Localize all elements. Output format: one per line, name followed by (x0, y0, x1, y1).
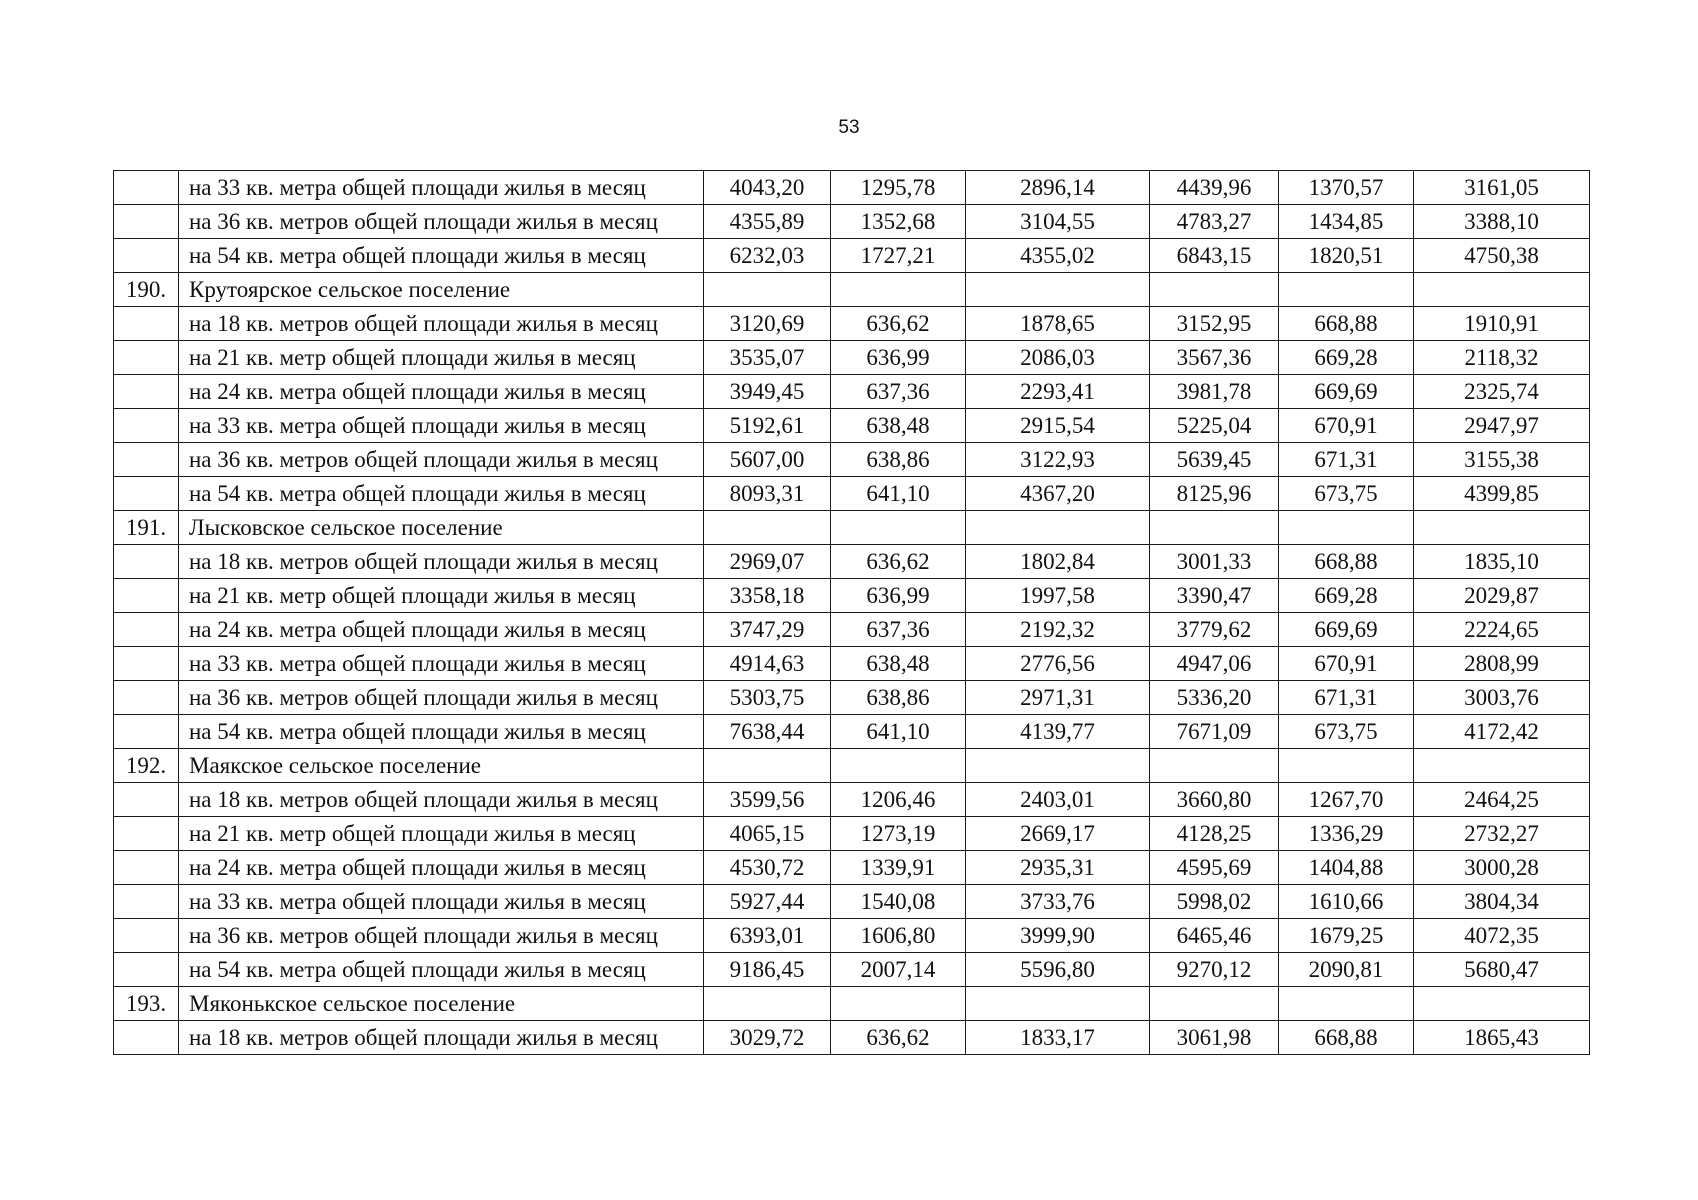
row-number-cell (114, 171, 179, 205)
value-cell-3: 1997,58 (966, 579, 1150, 613)
value-cell-5: 671,31 (1279, 443, 1414, 477)
description-cell: на 36 кв. метров общей площади жилья в месяц (179, 205, 704, 239)
row-number-cell (114, 613, 179, 647)
row-number-cell: 191. (114, 511, 179, 545)
row-number-cell (114, 409, 179, 443)
value-cell-1: 5192,61 (704, 409, 831, 443)
value-cell-5: 669,69 (1279, 375, 1414, 409)
value-cell-6: 3804,34 (1414, 885, 1590, 919)
value-cell-4: 3152,95 (1150, 307, 1279, 341)
value-cell-5: 669,28 (1279, 341, 1414, 375)
value-cell-5: 1267,70 (1279, 783, 1414, 817)
row-number-cell: 192. (114, 749, 179, 783)
table-row (114, 715, 1590, 749)
row-number-cell: 193. (114, 987, 179, 1021)
value-cell-5: 668,88 (1279, 307, 1414, 341)
table-row (114, 443, 1590, 477)
value-cell-5: 1434,85 (1279, 205, 1414, 239)
table-row (114, 851, 1590, 885)
row-number-cell (114, 341, 179, 375)
value-cell-5: 1820,51 (1279, 239, 1414, 273)
value-cell-4: 7671,09 (1150, 715, 1279, 749)
settlement-name-cell: Крутоярское сельское поселение (179, 273, 704, 307)
value-cell-2: 637,36 (831, 375, 966, 409)
value-cell-3: 2935,31 (966, 851, 1150, 885)
value-cell-1: 3120,69 (704, 307, 831, 341)
row-number-cell (114, 375, 179, 409)
value-cell-5: 1610,66 (1279, 885, 1414, 919)
value-cell-4: 3001,33 (1150, 545, 1279, 579)
value-cell-1 (704, 749, 831, 783)
description-cell: на 21 кв. метр общей площади жилья в месяц (179, 341, 704, 375)
value-cell-1: 5927,44 (704, 885, 831, 919)
value-cell-4: 5639,45 (1150, 443, 1279, 477)
value-cell-4 (1150, 749, 1279, 783)
description-cell: на 24 кв. метра общей площади жилья в месяц (179, 375, 704, 409)
value-cell-3 (966, 749, 1150, 783)
value-cell-1 (704, 511, 831, 545)
value-cell-5: 1370,57 (1279, 171, 1414, 205)
settlement-name-cell: Лысковское сельское поселение (179, 511, 704, 545)
value-cell-4: 4439,96 (1150, 171, 1279, 205)
value-cell-5: 2090,81 (1279, 953, 1414, 987)
value-cell-6: 4072,35 (1414, 919, 1590, 953)
table-row (114, 341, 1590, 375)
value-cell-4: 4128,25 (1150, 817, 1279, 851)
value-cell-4: 8125,96 (1150, 477, 1279, 511)
value-cell-4 (1150, 273, 1279, 307)
value-cell-5: 1404,88 (1279, 851, 1414, 885)
value-cell-6: 2808,99 (1414, 647, 1590, 681)
row-number-cell (114, 715, 179, 749)
value-cell-3: 3122,93 (966, 443, 1150, 477)
description-cell: на 18 кв. метров общей площади жилья в месяц (179, 783, 704, 817)
value-cell-4: 3567,36 (1150, 341, 1279, 375)
description-cell: на 33 кв. метра общей площади жилья в месяц (179, 885, 704, 919)
table-row (114, 239, 1590, 273)
value-cell-2: 641,10 (831, 477, 966, 511)
value-cell-6: 3000,28 (1414, 851, 1590, 885)
value-cell-2: 641,10 (831, 715, 966, 749)
value-cell-3: 1878,65 (966, 307, 1150, 341)
description-cell: на 54 кв. метра общей площади жилья в месяц (179, 715, 704, 749)
value-cell-3 (966, 273, 1150, 307)
value-cell-4: 6465,46 (1150, 919, 1279, 953)
value-cell-2: 1295,78 (831, 171, 966, 205)
value-cell-5: 670,91 (1279, 647, 1414, 681)
description-cell: на 33 кв. метра общей площади жилья в месяц (179, 171, 704, 205)
value-cell-2: 1727,21 (831, 239, 966, 273)
value-cell-1: 3029,72 (704, 1021, 831, 1055)
value-cell-6: 4750,38 (1414, 239, 1590, 273)
value-cell-3: 2293,41 (966, 375, 1150, 409)
value-cell-2: 638,86 (831, 681, 966, 715)
value-cell-6: 2732,27 (1414, 817, 1590, 851)
description-cell: на 18 кв. метров общей площади жилья в месяц (179, 1021, 704, 1055)
table-row (114, 205, 1590, 239)
value-cell-3: 4139,77 (966, 715, 1150, 749)
value-cell-1: 4065,15 (704, 817, 831, 851)
value-cell-2 (831, 273, 966, 307)
description-cell: на 36 кв. метров общей площади жилья в месяц (179, 681, 704, 715)
value-cell-3: 4355,02 (966, 239, 1150, 273)
value-cell-1: 3747,29 (704, 613, 831, 647)
row-number-cell (114, 919, 179, 953)
table-row (114, 307, 1590, 341)
value-cell-2 (831, 511, 966, 545)
value-cell-6: 4399,85 (1414, 477, 1590, 511)
value-cell-1: 6232,03 (704, 239, 831, 273)
value-cell-1: 7638,44 (704, 715, 831, 749)
value-cell-5 (1279, 273, 1414, 307)
value-cell-3: 1802,84 (966, 545, 1150, 579)
value-cell-5 (1279, 511, 1414, 545)
row-number-cell (114, 783, 179, 817)
value-cell-1 (704, 987, 831, 1021)
value-cell-5: 673,75 (1279, 715, 1414, 749)
settlement-header-row (114, 273, 1590, 307)
description-cell: на 33 кв. метра общей площади жилья в месяц (179, 409, 704, 443)
value-cell-2: 636,99 (831, 579, 966, 613)
value-cell-3: 2403,01 (966, 783, 1150, 817)
value-cell-1: 9186,45 (704, 953, 831, 987)
value-cell-3: 1833,17 (966, 1021, 1150, 1055)
description-cell: на 54 кв. метра общей площади жилья в месяц (179, 239, 704, 273)
value-cell-6: 3388,10 (1414, 205, 1590, 239)
value-cell-5: 668,88 (1279, 1021, 1414, 1055)
value-cell-6: 3155,38 (1414, 443, 1590, 477)
value-cell-3: 5596,80 (966, 953, 1150, 987)
row-number-cell: 190. (114, 273, 179, 307)
value-cell-2: 636,62 (831, 1021, 966, 1055)
value-cell-2: 636,62 (831, 307, 966, 341)
description-cell: на 24 кв. метра общей площади жилья в месяц (179, 851, 704, 885)
value-cell-5: 673,75 (1279, 477, 1414, 511)
row-number-cell (114, 239, 179, 273)
tariff-table (113, 170, 1590, 1055)
value-cell-5: 1336,29 (1279, 817, 1414, 851)
settlement-header-row (114, 749, 1590, 783)
value-cell-3: 2896,14 (966, 171, 1150, 205)
value-cell-3 (966, 511, 1150, 545)
value-cell-4 (1150, 987, 1279, 1021)
row-number-cell (114, 307, 179, 341)
table-row (114, 919, 1590, 953)
table-row (114, 817, 1590, 851)
description-cell: на 21 кв. метр общей площади жилья в месяц (179, 579, 704, 613)
table-row (114, 477, 1590, 511)
value-cell-5 (1279, 987, 1414, 1021)
value-cell-2: 2007,14 (831, 953, 966, 987)
value-cell-1: 5303,75 (704, 681, 831, 715)
description-cell: на 36 кв. метров общей площади жилья в месяц (179, 919, 704, 953)
description-cell: на 54 кв. метра общей площади жилья в месяц (179, 477, 704, 511)
table-row (114, 885, 1590, 919)
description-cell: на 36 кв. метров общей площади жилья в месяц (179, 443, 704, 477)
value-cell-6: 3161,05 (1414, 171, 1590, 205)
row-number-cell (114, 1021, 179, 1055)
row-number-cell (114, 579, 179, 613)
value-cell-3: 2086,03 (966, 341, 1150, 375)
value-cell-4 (1150, 511, 1279, 545)
value-cell-2: 637,36 (831, 613, 966, 647)
value-cell-6 (1414, 273, 1590, 307)
description-cell: на 21 кв. метр общей площади жилья в месяц (179, 817, 704, 851)
table-row (114, 681, 1590, 715)
value-cell-6: 2029,87 (1414, 579, 1590, 613)
table-row (114, 783, 1590, 817)
value-cell-1: 4914,63 (704, 647, 831, 681)
value-cell-3: 4367,20 (966, 477, 1150, 511)
row-number-cell (114, 953, 179, 987)
value-cell-1: 3949,45 (704, 375, 831, 409)
value-cell-4: 3390,47 (1150, 579, 1279, 613)
value-cell-2 (831, 749, 966, 783)
value-cell-4: 5336,20 (1150, 681, 1279, 715)
value-cell-2: 1206,46 (831, 783, 966, 817)
table-row (114, 171, 1590, 205)
row-number-cell (114, 443, 179, 477)
value-cell-2: 1540,08 (831, 885, 966, 919)
value-cell-6: 1835,10 (1414, 545, 1590, 579)
settlement-name-cell: Маякское сельское поселение (179, 749, 704, 783)
value-cell-1: 4043,20 (704, 171, 831, 205)
value-cell-6: 2224,65 (1414, 613, 1590, 647)
value-cell-1: 3535,07 (704, 341, 831, 375)
value-cell-6 (1414, 511, 1590, 545)
row-number-cell (114, 817, 179, 851)
value-cell-5: 669,28 (1279, 579, 1414, 613)
value-cell-4: 3660,80 (1150, 783, 1279, 817)
value-cell-4: 3061,98 (1150, 1021, 1279, 1055)
value-cell-3: 3999,90 (966, 919, 1150, 953)
description-cell: на 18 кв. метров общей площади жилья в месяц (179, 307, 704, 341)
value-cell-4: 5225,04 (1150, 409, 1279, 443)
value-cell-3: 2915,54 (966, 409, 1150, 443)
value-cell-5: 1679,25 (1279, 919, 1414, 953)
value-cell-6: 2325,74 (1414, 375, 1590, 409)
value-cell-2: 1352,68 (831, 205, 966, 239)
table-row (114, 579, 1590, 613)
value-cell-2: 638,48 (831, 647, 966, 681)
value-cell-3 (966, 987, 1150, 1021)
table-row (114, 953, 1590, 987)
value-cell-2: 1273,19 (831, 817, 966, 851)
description-cell: на 24 кв. метра общей площади жилья в месяц (179, 613, 704, 647)
value-cell-6: 2464,25 (1414, 783, 1590, 817)
value-cell-1: 3358,18 (704, 579, 831, 613)
value-cell-6: 2947,97 (1414, 409, 1590, 443)
value-cell-6: 4172,42 (1414, 715, 1590, 749)
value-cell-1: 8093,31 (704, 477, 831, 511)
value-cell-3: 3733,76 (966, 885, 1150, 919)
row-number-cell (114, 477, 179, 511)
table-row (114, 647, 1590, 681)
value-cell-5: 670,91 (1279, 409, 1414, 443)
value-cell-1: 4530,72 (704, 851, 831, 885)
value-cell-3: 2776,56 (966, 647, 1150, 681)
value-cell-2 (831, 987, 966, 1021)
table-row (114, 375, 1590, 409)
value-cell-2: 636,62 (831, 545, 966, 579)
value-cell-6: 1865,43 (1414, 1021, 1590, 1055)
row-number-cell (114, 205, 179, 239)
value-cell-2: 638,48 (831, 409, 966, 443)
value-cell-6: 5680,47 (1414, 953, 1590, 987)
value-cell-1: 4355,89 (704, 205, 831, 239)
value-cell-3: 2192,32 (966, 613, 1150, 647)
description-cell: на 33 кв. метра общей площади жилья в месяц (179, 647, 704, 681)
value-cell-3: 3104,55 (966, 205, 1150, 239)
description-cell: на 18 кв. метров общей площади жилья в месяц (179, 545, 704, 579)
settlement-header-row (114, 987, 1590, 1021)
value-cell-5: 668,88 (1279, 545, 1414, 579)
value-cell-4: 9270,12 (1150, 953, 1279, 987)
value-cell-4: 3981,78 (1150, 375, 1279, 409)
row-number-cell (114, 851, 179, 885)
value-cell-2: 638,86 (831, 443, 966, 477)
table-row (114, 409, 1590, 443)
value-cell-3: 2971,31 (966, 681, 1150, 715)
value-cell-4: 3779,62 (1150, 613, 1279, 647)
value-cell-6 (1414, 987, 1590, 1021)
value-cell-4: 5998,02 (1150, 885, 1279, 919)
row-number-cell (114, 681, 179, 715)
value-cell-4: 4595,69 (1150, 851, 1279, 885)
value-cell-2: 1339,91 (831, 851, 966, 885)
value-cell-1: 5607,00 (704, 443, 831, 477)
value-cell-5: 669,69 (1279, 613, 1414, 647)
table-body (114, 171, 1590, 1055)
value-cell-1: 6393,01 (704, 919, 831, 953)
value-cell-4: 4947,06 (1150, 647, 1279, 681)
value-cell-1 (704, 273, 831, 307)
value-cell-6 (1414, 749, 1590, 783)
value-cell-4: 6843,15 (1150, 239, 1279, 273)
table-row (114, 1021, 1590, 1055)
value-cell-2: 1606,80 (831, 919, 966, 953)
value-cell-2: 636,99 (831, 341, 966, 375)
value-cell-6: 1910,91 (1414, 307, 1590, 341)
value-cell-5: 671,31 (1279, 681, 1414, 715)
value-cell-5 (1279, 749, 1414, 783)
row-number-cell (114, 885, 179, 919)
row-number-cell (114, 647, 179, 681)
value-cell-4: 4783,27 (1150, 205, 1279, 239)
value-cell-1: 3599,56 (704, 783, 831, 817)
page-number: 53 (838, 117, 860, 138)
value-cell-1: 2969,07 (704, 545, 831, 579)
value-cell-3: 2669,17 (966, 817, 1150, 851)
table-row (114, 545, 1590, 579)
description-cell: на 54 кв. метра общей площади жилья в месяц (179, 953, 704, 987)
value-cell-6: 2118,32 (1414, 341, 1590, 375)
value-cell-6: 3003,76 (1414, 681, 1590, 715)
settlement-name-cell: Мяконькское сельское поселение (179, 987, 704, 1021)
row-number-cell (114, 545, 179, 579)
table-row (114, 613, 1590, 647)
settlement-header-row (114, 511, 1590, 545)
